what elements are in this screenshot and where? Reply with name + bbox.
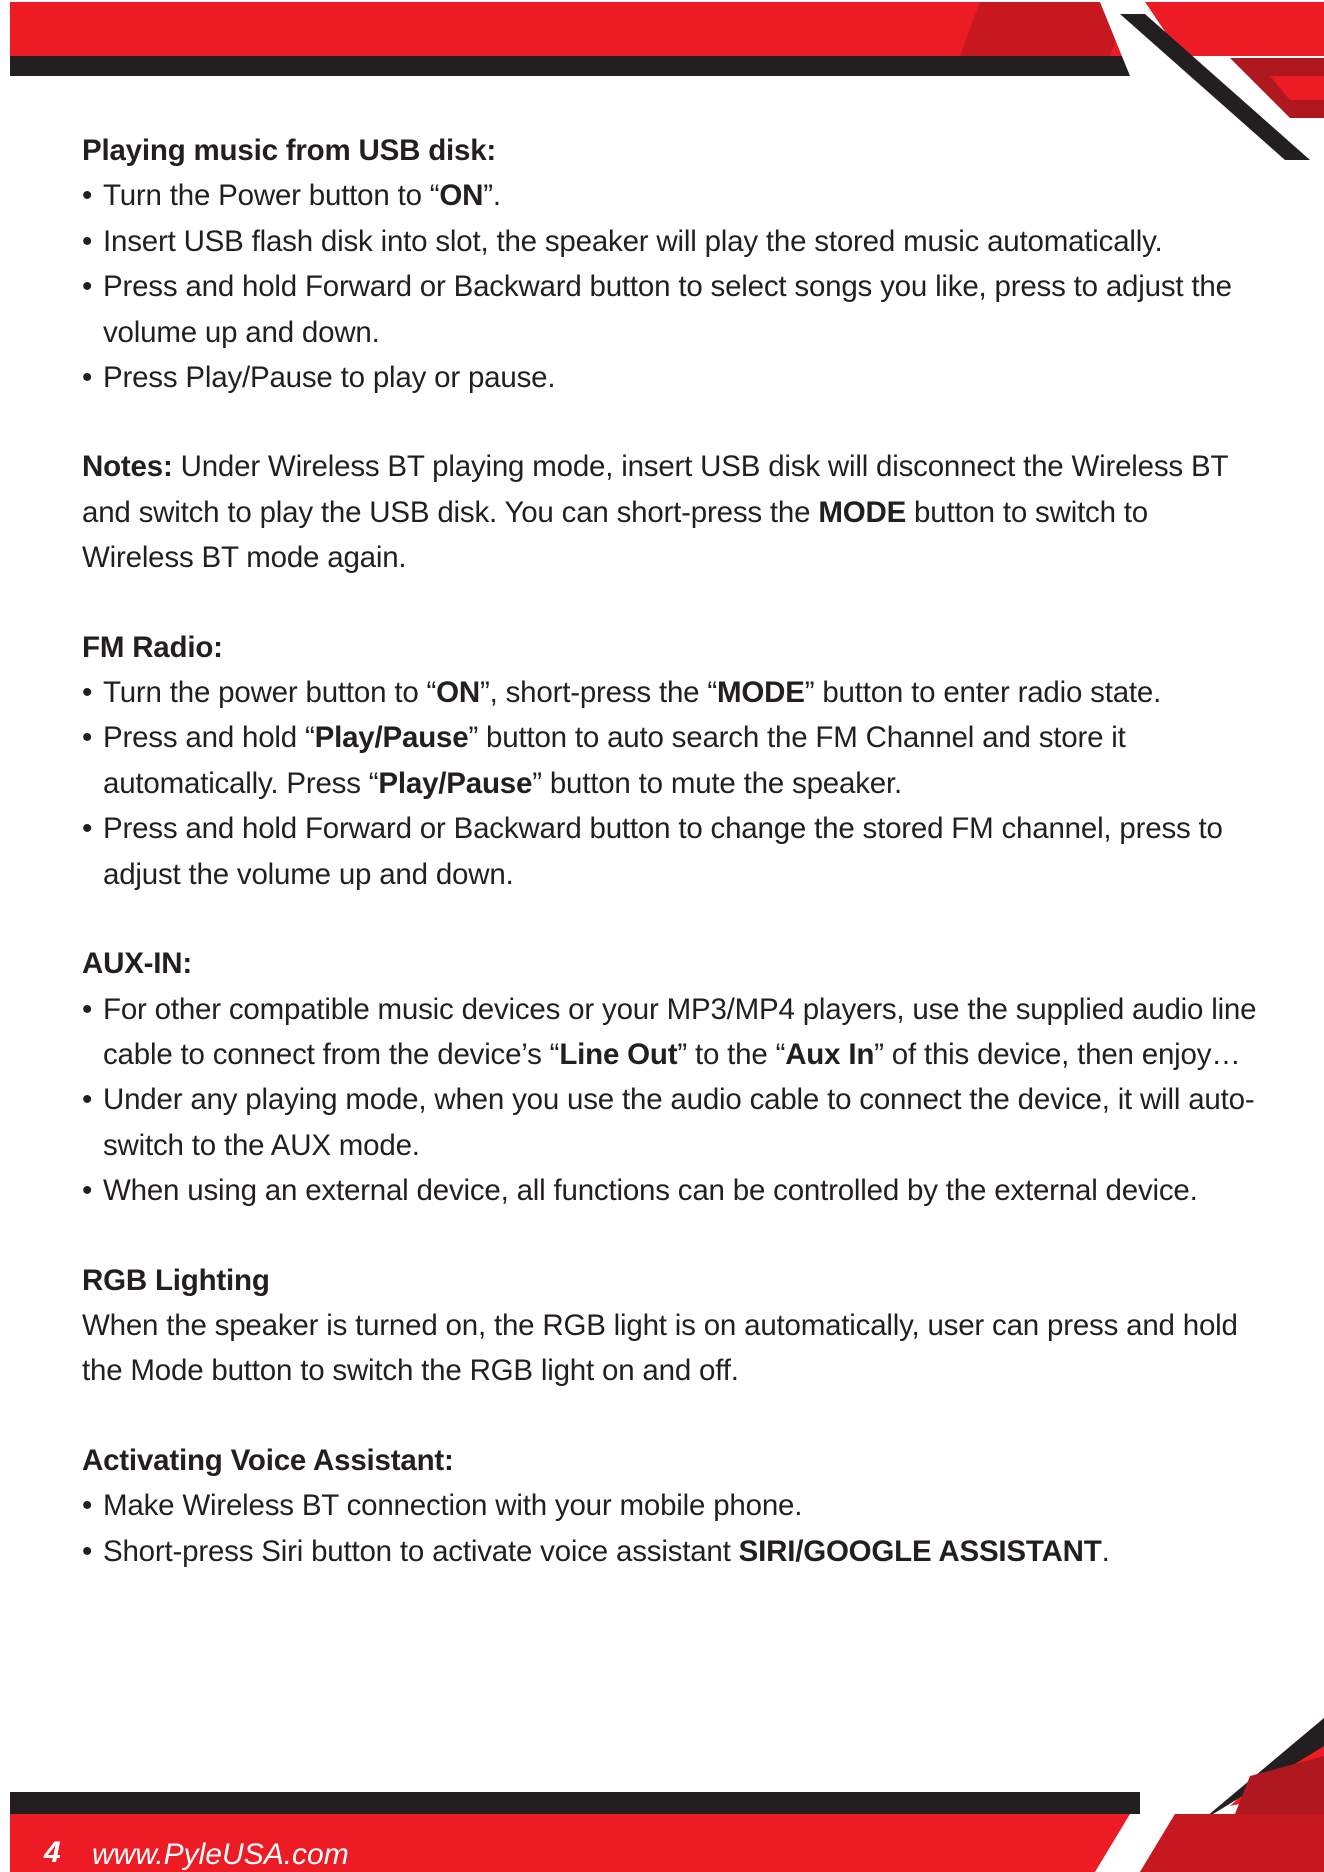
page-content [82,128,1262,1574]
list-item: • Under any playing mode, when you use the audio cable to connect the device, it will auto-switch to the AUX mode. [82,1077,1262,1168]
rgb-section [82,1258,1262,1394]
list-item: • For other compatible music devices or your MP3/MP4 players, use the supplied audio line cable to connect from the device’s “Line Out” to the “Aux In” of this device, then enjoy… [82,987,1262,1078]
section-title-aux: AUX-IN: [82,947,193,981]
aux-bullets [82,987,1262,1214]
section-title-fm: FM Radio: [82,630,223,664]
section-title-rgb: RGB Lighting [82,1263,270,1297]
list-item: • Make Wireless BT connection with your mobile phone. [82,1483,1262,1528]
list-item: • Insert USB flash disk into slot, the speaker will play the stored music automatically. [82,219,1262,264]
list-item: • Press and hold Forward or Backward button to change the stored FM channel, press to adjust the volume up and down. [82,806,1262,897]
usb-section [82,128,1262,400]
rgb-paragraph: When the speaker is turned on, the RGB light is on automatically, user can press and hold the Mode button to switch the RGB light on and off. [82,1308,1238,1388]
list-item: • Turn the power button to “ON”, short-press the “MODE” button to enter radio state. [82,670,1262,715]
fm-bullets [82,670,1262,897]
footer-website: www.PyleUSA.com [92,1838,349,1871]
list-item: • Press Play/Pause to play or pause. [82,355,1262,400]
notes-label: Notes: [82,450,173,484]
page-number: 4 [44,1836,61,1869]
list-item: • Short-press Siri button to activate voice assistant SIRI/GOOGLE ASSISTANT. [82,1529,1262,1574]
aux-section [82,941,1262,1213]
notes-paragraph: Notes: Under Wireless BT playing mode, insert USB disk will disconnect the Wireless BT and switch to play the USB disk. You can short-press the MODE button to switch to Wireless BT mode again. [82,450,1228,575]
section-title-usb: Playing music from USB disk: [82,134,497,167]
list-item: • Turn the Power button to “ON”. [82,173,1262,218]
list-item: • Press and hold “Play/Pause” button to auto search the FM Channel and store it automatically. Press “Play/Pause” button to mute the speaker. [82,715,1262,806]
voice-section [82,1438,1262,1574]
voice-bullets [82,1483,1262,1574]
usb-bullets [82,173,1262,400]
fm-section [82,625,1262,897]
list-item: • When using an external device, all functions can be controlled by the external device. [82,1168,1262,1213]
section-title-voice: Activating Voice Assistant: [82,1443,454,1477]
list-item: • Press and hold Forward or Backward button to select songs you like, press to adjust the volume up and down. [82,264,1262,355]
